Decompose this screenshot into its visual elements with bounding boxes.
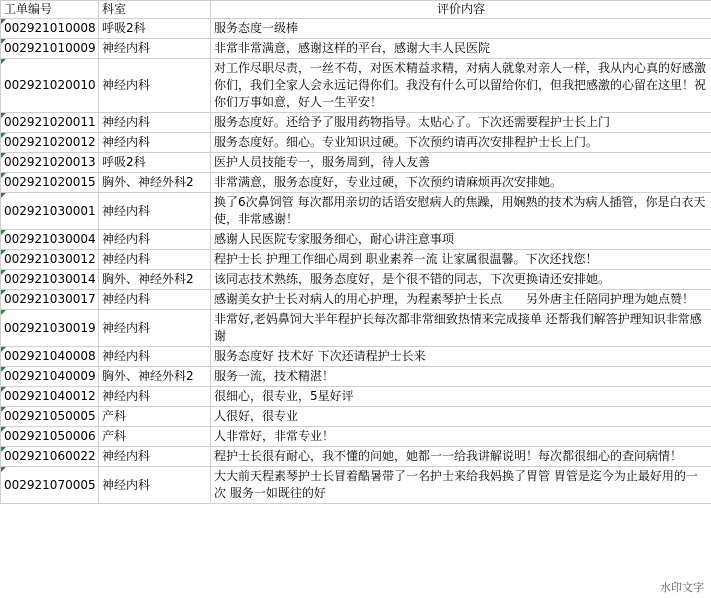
cell-comment[interactable]: 非常好,老妈鼻饲大半年程护长每次都非常细致热情来完成接单 还帮我们解答护理知识非常感谢 xyxy=(211,310,711,347)
table-row xyxy=(1,230,711,250)
cell-department[interactable]: 胸外、神经外科2 xyxy=(99,173,211,193)
cell-department[interactable]: 神经内科 xyxy=(99,347,211,367)
cell-comment[interactable]: 很细心，很专业，5星好评 xyxy=(211,387,711,407)
cell-department[interactable]: 神经内科 xyxy=(99,290,211,310)
cell-order-id[interactable]: 002921010009 xyxy=(1,39,99,59)
cell-department[interactable]: 胸外、神经外科2 xyxy=(99,367,211,387)
cell-comment[interactable]: 服务一流，技术精湛！ xyxy=(211,367,711,387)
cell-department[interactable]: 神经内科 xyxy=(99,193,211,230)
table-row xyxy=(1,153,711,173)
header-comment[interactable]: 评价内容 xyxy=(211,1,711,19)
cell-order-id[interactable]: 002921060022 xyxy=(1,447,99,467)
header-id[interactable]: 工单编号 xyxy=(1,1,99,19)
cell-order-id[interactable]: 002921050006 xyxy=(1,427,99,447)
table-row xyxy=(1,387,711,407)
cell-department[interactable]: 产科 xyxy=(99,427,211,447)
table-row xyxy=(1,310,711,347)
cell-comment[interactable]: 服务态度好。细心。专业知识过硬。下次预约请再次安排程护士长上门。 xyxy=(211,133,711,153)
table-row xyxy=(1,113,711,133)
cell-department[interactable]: 呼吸2科 xyxy=(99,19,211,39)
cell-department[interactable]: 神经内科 xyxy=(99,59,211,113)
cell-comment[interactable]: 程护士长 护理工作细心周到 职业素养一流 让家属很温馨。下次还找您！ xyxy=(211,250,711,270)
cell-comment[interactable]: 感谢美女护士长对病人的用心护理，为程素琴护士长点 另外唐主任陪同护理为她点赞！ xyxy=(211,290,711,310)
table-row xyxy=(1,270,711,290)
table-row xyxy=(1,407,711,427)
cell-comment[interactable]: 非常非常满意，感谢这样的平台，感谢大丰人民医院 xyxy=(211,39,711,59)
cell-order-id[interactable]: 002921020012 xyxy=(1,133,99,153)
cell-department[interactable]: 神经内科 xyxy=(99,387,211,407)
table-row xyxy=(1,59,711,113)
watermark-text: 水印文字 xyxy=(660,581,704,594)
table-row xyxy=(1,250,711,270)
cell-department[interactable]: 神经内科 xyxy=(99,250,211,270)
table-row xyxy=(1,39,711,59)
table-row xyxy=(1,427,711,447)
cell-order-id[interactable]: 002921020013 xyxy=(1,153,99,173)
cell-department[interactable]: 神经内科 xyxy=(99,39,211,59)
cell-order-id[interactable]: 002921030014 xyxy=(1,270,99,290)
cell-department[interactable]: 神经内科 xyxy=(99,447,211,467)
cell-department[interactable]: 神经内科 xyxy=(99,467,211,504)
cell-comment[interactable]: 服务态度一级棒 xyxy=(211,19,711,39)
table-row xyxy=(1,19,711,39)
table-row xyxy=(1,290,711,310)
table-row xyxy=(1,367,711,387)
cell-comment[interactable]: 换了6次鼻饲管 每次都用亲切的话语安慰病人的焦躁，用娴熟的技术为病人插管，你是白衣天使，非常感谢！ xyxy=(211,193,711,230)
cell-order-id[interactable]: 002921020010 xyxy=(1,59,99,113)
cell-order-id[interactable]: 002921020011 xyxy=(1,113,99,133)
cell-order-id[interactable]: 002921070005 xyxy=(1,467,99,504)
table-row xyxy=(1,133,711,153)
header-dept[interactable]: 科室 xyxy=(99,1,211,19)
cell-order-id[interactable]: 002921040008 xyxy=(1,347,99,367)
cell-comment[interactable]: 感谢人民医院专家服务细心，耐心讲注意事项 xyxy=(211,230,711,250)
cell-department[interactable]: 产科 xyxy=(99,407,211,427)
cell-comment[interactable]: 程护士长很有耐心，我不懂的问她，她都一一给我讲解说明！每次都很细心的查问病情！ xyxy=(211,447,711,467)
cell-order-id[interactable]: 002921040012 xyxy=(1,387,99,407)
table-row xyxy=(1,447,711,467)
cell-comment[interactable]: 非常满意，服务态度好，专业过硬，下次预约请麻烦再次安排她。 xyxy=(211,173,711,193)
cell-comment[interactable]: 服务态度好 技术好 下次还请程护士长来 xyxy=(211,347,711,367)
cell-comment[interactable]: 医护人员技能专一，服务周到，待人友善 xyxy=(211,153,711,173)
cell-order-id[interactable]: 002921020015 xyxy=(1,173,99,193)
table-row xyxy=(1,467,711,504)
cell-order-id[interactable]: 002921040009 xyxy=(1,367,99,387)
cell-order-id[interactable]: 002921030012 xyxy=(1,250,99,270)
table-row xyxy=(1,193,711,230)
cell-department[interactable]: 神经内科 xyxy=(99,310,211,347)
table-row xyxy=(1,173,711,193)
cell-comment[interactable]: 对工作尽职尽责，一丝不苟，对医术精益求精，对病人就象对亲人一样，我从内心真的好感激你们，我们全家人会永远记得你们。我没有什么可以留给你们，但我把感激的心留在这里！祝你们万事如意，好人一生平安！ xyxy=(211,59,711,113)
cell-order-id[interactable]: 002921030001 xyxy=(1,193,99,230)
table-body xyxy=(1,1,711,504)
cell-order-id[interactable]: 002921010008 xyxy=(1,19,99,39)
cell-department[interactable]: 神经内科 xyxy=(99,230,211,250)
cell-order-id[interactable]: 002921030004 xyxy=(1,230,99,250)
cell-order-id[interactable]: 002921030017 xyxy=(1,290,99,310)
table-row xyxy=(1,347,711,367)
cell-department[interactable]: 神经内科 xyxy=(99,113,211,133)
cell-department[interactable]: 胸外、神经外科2 xyxy=(99,270,211,290)
cell-comment[interactable]: 服务态度好。还给予了服用药物指导。太贴心了。下次还需要程护士长上门 xyxy=(211,113,711,133)
cell-department[interactable]: 呼吸2科 xyxy=(99,153,211,173)
cell-department[interactable]: 神经内科 xyxy=(99,133,211,153)
cell-comment[interactable]: 人非常好，非常专业！ xyxy=(211,427,711,447)
cell-comment[interactable]: 大大前天程素琴护士长冒着酷暑带了一名护士来给我妈换了胃管 胃管是迄今为止最好用的一次 服务一如既往的好 xyxy=(211,467,711,504)
cell-comment[interactable]: 人很好，很专业 xyxy=(211,407,711,427)
cell-comment[interactable]: 该同志技术熟练，服务态度好，是个很不错的同志，下次更换请还安排她。 xyxy=(211,270,711,290)
cell-order-id[interactable]: 002921030019 xyxy=(1,310,99,347)
header-row xyxy=(1,1,711,19)
cell-order-id[interactable]: 002921050005 xyxy=(1,407,99,427)
